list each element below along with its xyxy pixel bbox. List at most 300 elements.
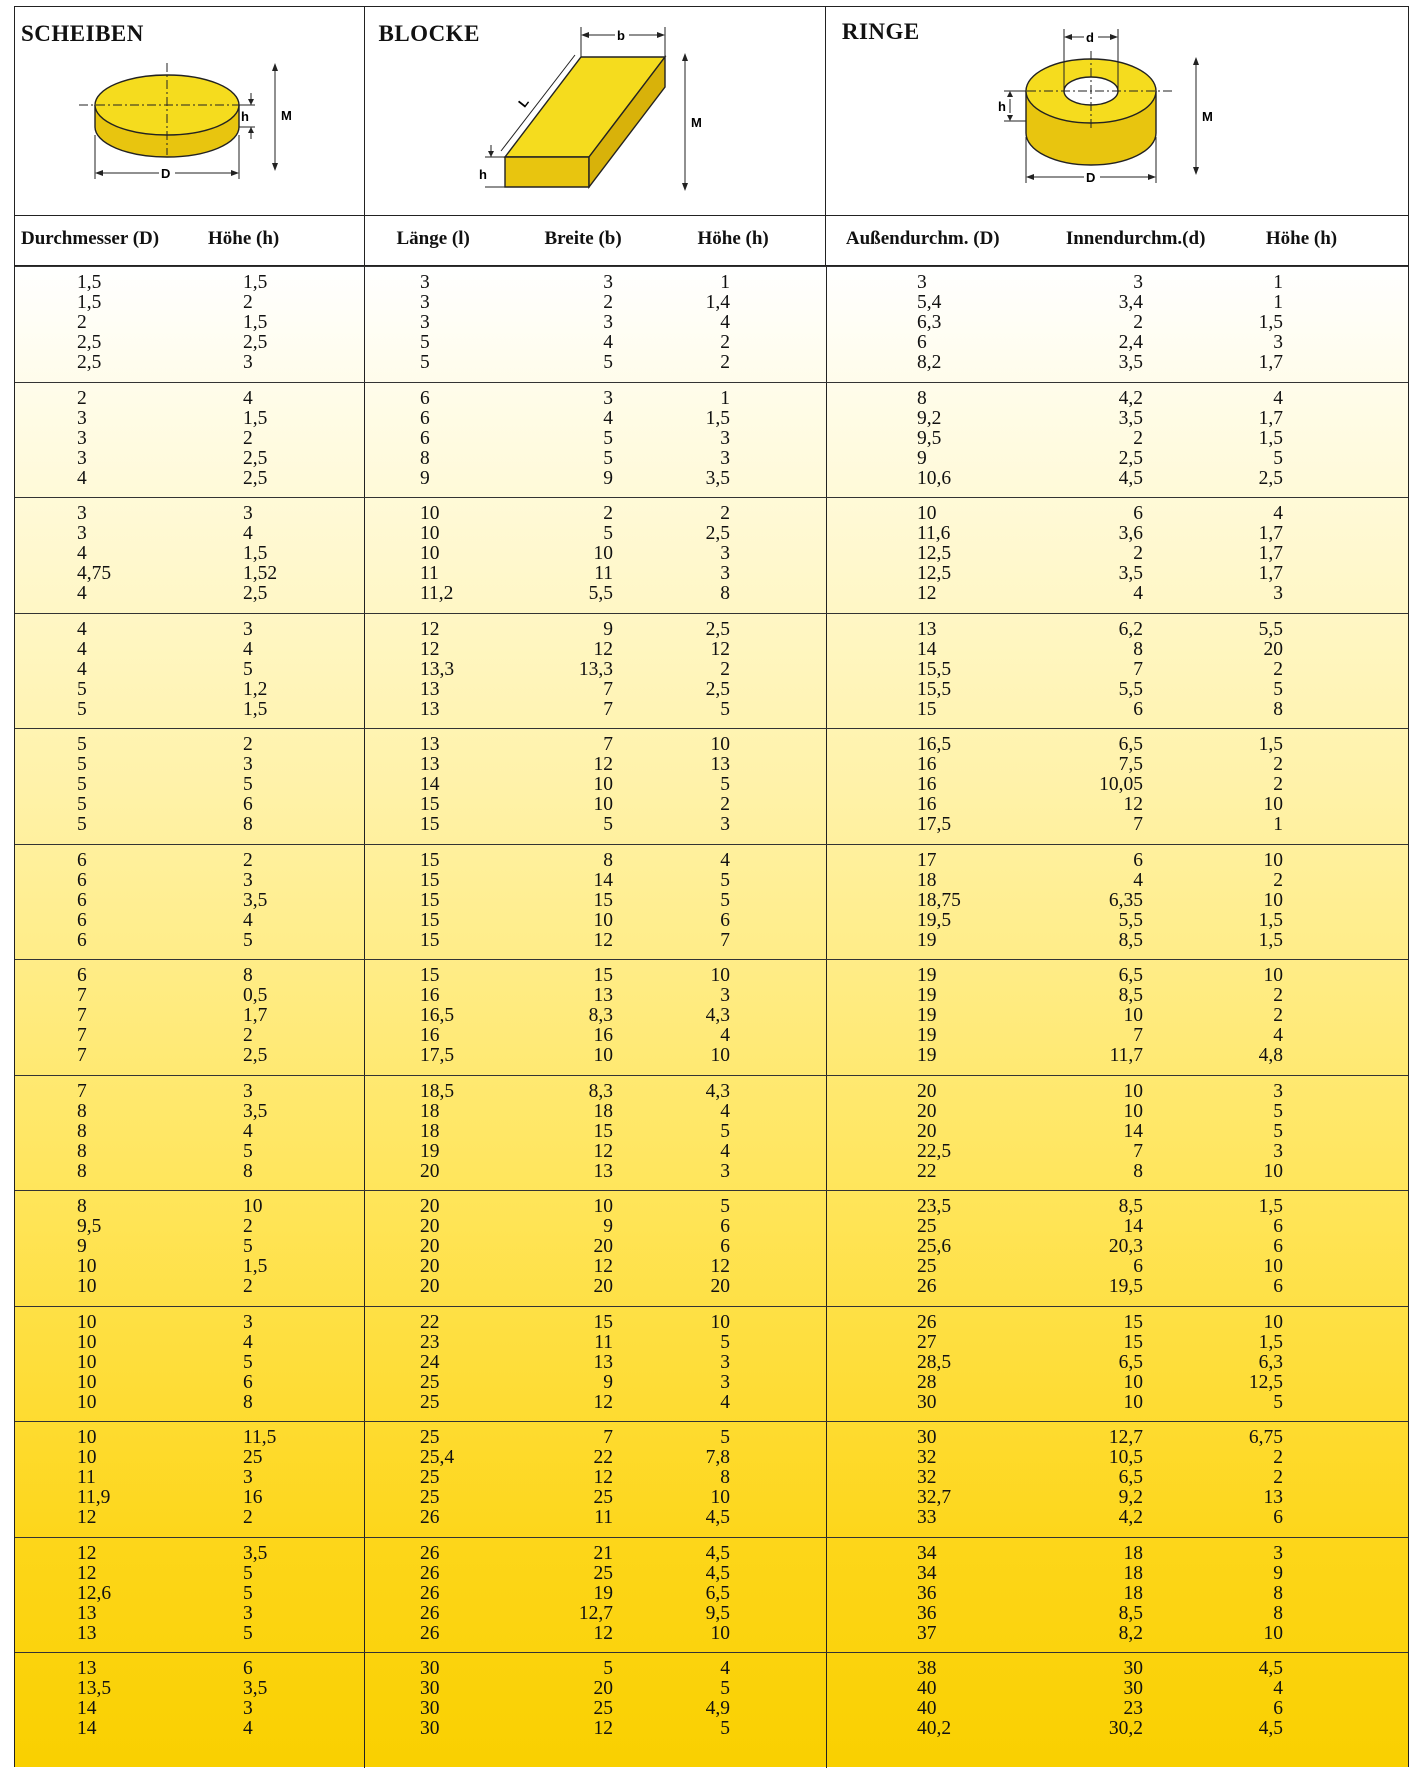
value-column (243, 1313, 303, 1413)
table-row-group (15, 497, 1408, 613)
blocke-cell (364, 729, 826, 844)
cell-value: 11 (420, 563, 439, 584)
value-column (420, 851, 480, 951)
value-column (670, 273, 730, 373)
cell-value: 15 (420, 869, 440, 891)
cell-value: 6 (420, 387, 430, 409)
cell-value: 4,5 (705, 1542, 730, 1564)
cell-value: 1,5 (243, 272, 268, 293)
cell-value: 4,8 (1258, 1045, 1283, 1066)
cell-value: 1 (1273, 272, 1283, 293)
cell-value: 13 (420, 734, 440, 755)
value-column (77, 1197, 135, 1297)
cell-value: 4 (243, 1120, 253, 1142)
value-column (243, 1082, 303, 1182)
cell-value: 25 (420, 1467, 440, 1488)
cell-value: 8 (1133, 1160, 1143, 1182)
value-column (545, 620, 613, 720)
blocke-colheads (364, 216, 825, 265)
cell-value: 1,7 (1258, 407, 1283, 429)
cell-value: 40 (917, 1698, 937, 1719)
table-row-group (15, 728, 1408, 844)
scheiben-cell (15, 1191, 364, 1306)
cell-value: 10 (77, 1331, 97, 1353)
blocke-title: BLOCKE (378, 21, 480, 46)
cell-value: 18,75 (917, 889, 961, 911)
cell-value: 7 (1133, 814, 1143, 835)
ring-d-label: d (1085, 30, 1094, 45)
cell-value: 20 (420, 1236, 440, 1257)
cell-value: 33 (917, 1507, 937, 1528)
cell-value: 5 (243, 658, 253, 680)
cell-value: 6 (77, 849, 87, 871)
cell-value: 2,5 (1258, 467, 1283, 489)
cell-value: 10 (1123, 1391, 1143, 1413)
cell-value: 10 (593, 909, 613, 931)
cell-value: 6 (420, 427, 430, 449)
value-column (545, 851, 613, 951)
cell-value: 12 (593, 1718, 613, 1739)
cell-value: 5 (243, 1351, 253, 1373)
cell-value: 2 (1133, 427, 1143, 449)
value-column (243, 1428, 303, 1528)
cell-value: 26 (420, 1582, 440, 1604)
cell-value: 15 (593, 1311, 613, 1333)
table-row-group (15, 1421, 1408, 1537)
cell-value: 5 (1273, 1391, 1283, 1413)
cell-value: 13,3 (420, 658, 455, 680)
cell-value: 4 (1133, 583, 1143, 604)
value-column (670, 504, 730, 604)
cell-value: 2 (243, 1276, 253, 1297)
cell-value: 5 (603, 1658, 613, 1679)
cell-value: 6 (720, 1216, 730, 1237)
cell-value: 12 (710, 638, 730, 660)
value-column (420, 620, 480, 720)
cell-value: 3 (77, 503, 87, 524)
cell-value: 8 (243, 1160, 253, 1182)
col-hoehe: Höhe (h) (1265, 228, 1338, 249)
cell-value: 4,5 (705, 1562, 730, 1584)
value-column (670, 735, 730, 835)
cell-value: 5,5 (1118, 678, 1143, 700)
cell-value: 6 (1273, 1216, 1283, 1237)
cell-value: 20 (420, 1160, 440, 1182)
scheiben-cell (15, 1653, 364, 1768)
cell-value: 5 (243, 1562, 253, 1584)
cell-value: 4 (603, 407, 613, 429)
cell-value: 6 (77, 909, 87, 931)
cell-value: 1,7 (1258, 563, 1283, 584)
cell-value: 16 (420, 1025, 440, 1046)
cell-value: 7 (720, 929, 730, 951)
cell-value: 6 (243, 1371, 253, 1393)
value-column (420, 1428, 480, 1528)
value-column (1075, 504, 1143, 604)
cell-value: 7 (77, 1045, 87, 1066)
ringe-cell (826, 729, 1410, 844)
scheiben-cell (15, 383, 364, 498)
cell-value: 6 (1133, 1256, 1143, 1277)
cell-value: 1,5 (243, 1256, 268, 1277)
cell-value: 3 (720, 1351, 730, 1373)
cell-value: 2,5 (243, 447, 268, 469)
cell-value: 8 (77, 1160, 87, 1182)
cell-value: 6,3 (917, 312, 942, 333)
cell-value: 13 (593, 1351, 613, 1373)
cell-value: 5 (720, 1718, 730, 1739)
cell-value: 10 (77, 1311, 97, 1333)
cell-value: 3 (603, 387, 613, 409)
cell-value: 10 (420, 543, 440, 564)
cell-value: 13,5 (77, 1678, 112, 1699)
column-header-row (14, 216, 1409, 266)
cell-value: 6 (1133, 503, 1143, 524)
cell-value: 2,5 (243, 467, 268, 489)
cell-value: 9,5 (917, 427, 942, 449)
cell-value: 8 (243, 965, 253, 986)
value-column (917, 273, 987, 373)
cell-value: 12 (917, 583, 937, 604)
cell-value: 8 (243, 1391, 253, 1413)
cell-value: 5 (77, 814, 87, 835)
cell-value: 12,7 (578, 1602, 613, 1624)
cell-value: 8,5 (1118, 929, 1143, 951)
value-column (243, 389, 303, 489)
cell-value: 16 (917, 774, 937, 795)
table-row-group (15, 844, 1408, 960)
ringe-cell (826, 1538, 1410, 1653)
cell-value: 20 (917, 1120, 937, 1142)
cell-value: 30 (1123, 1678, 1143, 1699)
cell-value: 1,5 (77, 272, 102, 293)
cell-value: 3 (77, 407, 87, 429)
cell-value: 7 (1133, 1025, 1143, 1046)
scheiben-title: SCHEIBEN (21, 21, 144, 46)
cell-value: 7 (77, 985, 87, 1006)
cell-value: 3,5 (1118, 407, 1143, 429)
cell-value: 5 (77, 698, 87, 720)
cell-value: 4,5 (1258, 1658, 1283, 1679)
cell-value: 19,5 (1108, 1276, 1143, 1297)
cell-value: 5 (603, 814, 613, 835)
cell-value: 6 (77, 889, 87, 911)
cell-value: 3,5 (1118, 352, 1143, 373)
cell-value: 10 (1263, 1160, 1283, 1182)
cell-value: 4 (77, 658, 87, 680)
cell-value: 5 (77, 774, 87, 795)
cell-value: 13,3 (578, 658, 613, 680)
cell-value: 40,2 (917, 1718, 952, 1739)
table-row-group (15, 1537, 1408, 1653)
cell-value: 1 (720, 272, 730, 293)
cell-value: 10 (593, 794, 613, 815)
cell-value: 15 (420, 814, 440, 835)
cell-value: 3 (420, 312, 430, 333)
cell-value: 26 (917, 1276, 937, 1297)
cell-value: 26 (420, 1562, 440, 1584)
cell-value: 10 (77, 1371, 97, 1393)
value-column (420, 1659, 480, 1739)
cell-value: 4,9 (705, 1698, 730, 1719)
cell-value: 23 (420, 1331, 440, 1353)
cell-value: 6 (917, 332, 927, 353)
cell-value: 25 (420, 1427, 440, 1448)
cell-value: 27 (917, 1331, 937, 1353)
cell-value: 9 (917, 447, 927, 469)
value-column (1075, 620, 1143, 720)
value-column (77, 1082, 135, 1182)
value-column (1075, 1313, 1143, 1413)
cell-value: 3 (917, 272, 927, 293)
cell-value: 4 (1133, 869, 1143, 891)
value-column (420, 1197, 480, 1297)
cell-value: 2 (1273, 774, 1283, 795)
cell-value: 26 (917, 1311, 937, 1333)
cell-value: 24 (420, 1351, 440, 1373)
cell-value: 1,2 (243, 678, 268, 700)
cell-value: 12 (77, 1562, 97, 1584)
cell-value: 2 (243, 1507, 253, 1528)
cell-value: 0,5 (243, 985, 268, 1006)
cell-value: 11 (77, 1467, 96, 1488)
value-column (545, 966, 613, 1066)
value-column (1215, 1428, 1283, 1528)
cell-value: 13 (77, 1622, 97, 1644)
cell-value: 9 (603, 618, 613, 640)
cell-value: 17,5 (917, 814, 952, 835)
cell-value: 15 (420, 909, 440, 931)
table-row-group (15, 1190, 1408, 1306)
cell-value: 1,52 (243, 563, 278, 584)
cell-value: 3 (243, 869, 253, 891)
cell-value: 14 (77, 1698, 97, 1719)
cell-value: 9,5 (705, 1602, 730, 1624)
cell-value: 2 (243, 1025, 253, 1046)
cell-value: 7,5 (1118, 754, 1143, 775)
cell-value: 8 (1133, 638, 1143, 660)
cell-value: 6,5 (1118, 734, 1143, 755)
cell-value: 16 (917, 754, 937, 775)
blocke-cell (364, 1076, 826, 1191)
cell-value: 7,8 (705, 1447, 730, 1468)
cell-value: 4 (243, 1331, 253, 1353)
cell-value: 15,5 (917, 658, 952, 680)
blocke-cell (364, 1191, 826, 1306)
cell-value: 15 (420, 965, 440, 986)
ringe-cell (826, 614, 1410, 729)
cell-value: 19 (917, 1005, 937, 1026)
col-durchmesser: Durchmesser (D) (21, 228, 160, 249)
cell-value: 1 (1273, 292, 1283, 313)
cell-value: 1,5 (1258, 1331, 1283, 1353)
ringe-cell (826, 960, 1410, 1075)
cell-value: 4 (720, 1100, 730, 1122)
cell-value: 6 (77, 965, 87, 986)
value-column (243, 504, 303, 604)
cell-value: 4 (720, 849, 730, 871)
cell-value: 22 (593, 1447, 613, 1468)
cell-value: 11,7 (1109, 1045, 1143, 1066)
cell-value: 6 (1273, 1236, 1283, 1257)
cell-value: 40 (917, 1678, 937, 1699)
cell-value: 15 (1123, 1311, 1143, 1333)
cell-value: 8 (77, 1140, 87, 1162)
cell-value: 8 (1273, 1602, 1283, 1624)
cell-value: 25 (243, 1447, 263, 1468)
cell-value: 15 (420, 889, 440, 911)
cell-value: 20 (917, 1100, 937, 1122)
ringe-cell (826, 1422, 1410, 1537)
value-column (1075, 273, 1143, 373)
cell-value: 3 (243, 1698, 253, 1719)
cell-value: 9,5 (77, 1216, 102, 1237)
cell-value: 32,7 (917, 1487, 952, 1508)
cell-value: 3 (1133, 272, 1143, 293)
cell-value: 6,5 (1118, 1467, 1143, 1488)
cell-value: 18 (1123, 1562, 1143, 1584)
scheiben-colheads (15, 216, 364, 265)
cell-value: 4 (603, 332, 613, 353)
cell-value: 3 (243, 1602, 253, 1624)
col-hoehe: Höhe (h) (697, 228, 769, 249)
cell-value: 4 (243, 387, 253, 409)
blocke-cell (364, 845, 826, 960)
cell-value: 5 (720, 1196, 730, 1217)
cell-value: 14 (420, 774, 440, 795)
cell-value: 13 (420, 698, 440, 720)
cell-value: 2,5 (705, 618, 730, 640)
value-column (420, 1082, 480, 1182)
ringe-cell (826, 383, 1410, 498)
ringe-colheads (825, 216, 1408, 265)
cell-value: 3 (720, 1160, 730, 1182)
cell-value: 20,3 (1108, 1236, 1143, 1257)
cell-value: 25 (420, 1487, 440, 1508)
cell-value: 9,2 (917, 407, 942, 429)
cell-value: 13 (1263, 1487, 1283, 1508)
cell-value: 12,5 (917, 543, 952, 564)
cell-value: 2 (1273, 658, 1283, 680)
blocke-cell (364, 498, 826, 613)
cell-value: 9 (603, 1371, 613, 1393)
cell-value: 10 (1123, 1005, 1143, 1026)
table-row-group (15, 1075, 1408, 1191)
blocke-cell (364, 1538, 826, 1653)
value-column (1075, 1659, 1143, 1739)
ringe-cell (826, 845, 1410, 960)
cell-value: 8 (917, 387, 927, 409)
value-column (917, 851, 987, 951)
cell-value: 6 (1273, 1698, 1283, 1719)
cell-value: 15 (593, 889, 613, 911)
cell-value: 6,5 (705, 1582, 730, 1604)
cell-value: 15 (420, 794, 440, 815)
cell-value: 4 (1273, 387, 1283, 409)
cell-value: 13 (593, 985, 613, 1006)
cell-value: 8,5 (1118, 1196, 1143, 1217)
ringe-title: RINGE (841, 19, 920, 44)
value-column (670, 1428, 730, 1528)
cell-value: 10 (420, 523, 440, 544)
cell-value: 2,5 (243, 1045, 268, 1066)
cell-value: 6 (720, 1236, 730, 1257)
cell-value: 19 (593, 1582, 613, 1604)
cell-value: 10 (77, 1256, 97, 1277)
cell-value: 5 (243, 1582, 253, 1604)
cell-value: 4 (1273, 503, 1283, 524)
value-column (420, 735, 480, 835)
cell-value: 8,2 (1118, 1622, 1143, 1644)
cell-value: 20 (420, 1256, 440, 1277)
value-column (1075, 735, 1143, 835)
cell-value: 7 (77, 1005, 87, 1026)
value-column (420, 1544, 480, 1644)
table-row-group (15, 382, 1408, 498)
cell-value: 14 (1123, 1120, 1143, 1142)
value-column (545, 1313, 613, 1413)
cell-value: 2 (243, 849, 253, 871)
cell-value: 10 (710, 1487, 730, 1508)
value-column (1215, 1197, 1283, 1297)
blocke-cell (364, 614, 826, 729)
table-row-group (15, 266, 1408, 382)
cell-value: 3 (1273, 583, 1283, 604)
scheiben-cell (15, 1422, 364, 1537)
cell-value: 5 (77, 734, 87, 755)
cell-value: 1,5 (77, 292, 102, 313)
table-row-group (15, 1652, 1408, 1768)
blocke-cell (364, 383, 826, 498)
cell-value: 4,75 (77, 563, 112, 584)
ringe-cell (826, 1653, 1410, 1768)
value-column (545, 1659, 613, 1739)
cell-value: 5,4 (917, 292, 942, 313)
value-column (545, 1197, 613, 1297)
cell-value: 2 (603, 292, 613, 313)
cell-value: 7 (77, 1080, 87, 1102)
cell-value: 16,5 (420, 1005, 455, 1026)
value-column (1215, 504, 1283, 604)
cell-value: 4 (720, 1391, 730, 1413)
cell-value: 13 (593, 1160, 613, 1182)
cell-value: 8,3 (588, 1080, 613, 1102)
cell-value: 10 (593, 1196, 613, 1217)
cell-value: 4 (77, 543, 87, 564)
ringe-cell (826, 1191, 1410, 1306)
cell-value: 13 (917, 618, 937, 640)
cell-value: 6,5 (1118, 1351, 1143, 1373)
cell-value: 2 (1273, 985, 1283, 1006)
cell-value: 4 (720, 1140, 730, 1162)
value-column (420, 504, 480, 604)
cell-value: 2 (243, 734, 253, 755)
cell-value: 2 (77, 312, 87, 333)
cell-value: 9 (1273, 1562, 1283, 1584)
cell-value: 8 (420, 447, 430, 469)
value-column (77, 851, 135, 951)
cell-value: 2 (1273, 1447, 1283, 1468)
cell-value: 6 (1133, 849, 1143, 871)
cell-value: 8,3 (588, 1005, 613, 1026)
cell-value: 1,5 (705, 407, 730, 429)
cell-value: 4,3 (705, 1005, 730, 1026)
cell-value: 12 (593, 1622, 613, 1644)
cell-value: 25 (420, 1391, 440, 1413)
value-column (420, 1313, 480, 1413)
table-row-group (15, 959, 1408, 1075)
cell-value: 21 (593, 1542, 613, 1564)
